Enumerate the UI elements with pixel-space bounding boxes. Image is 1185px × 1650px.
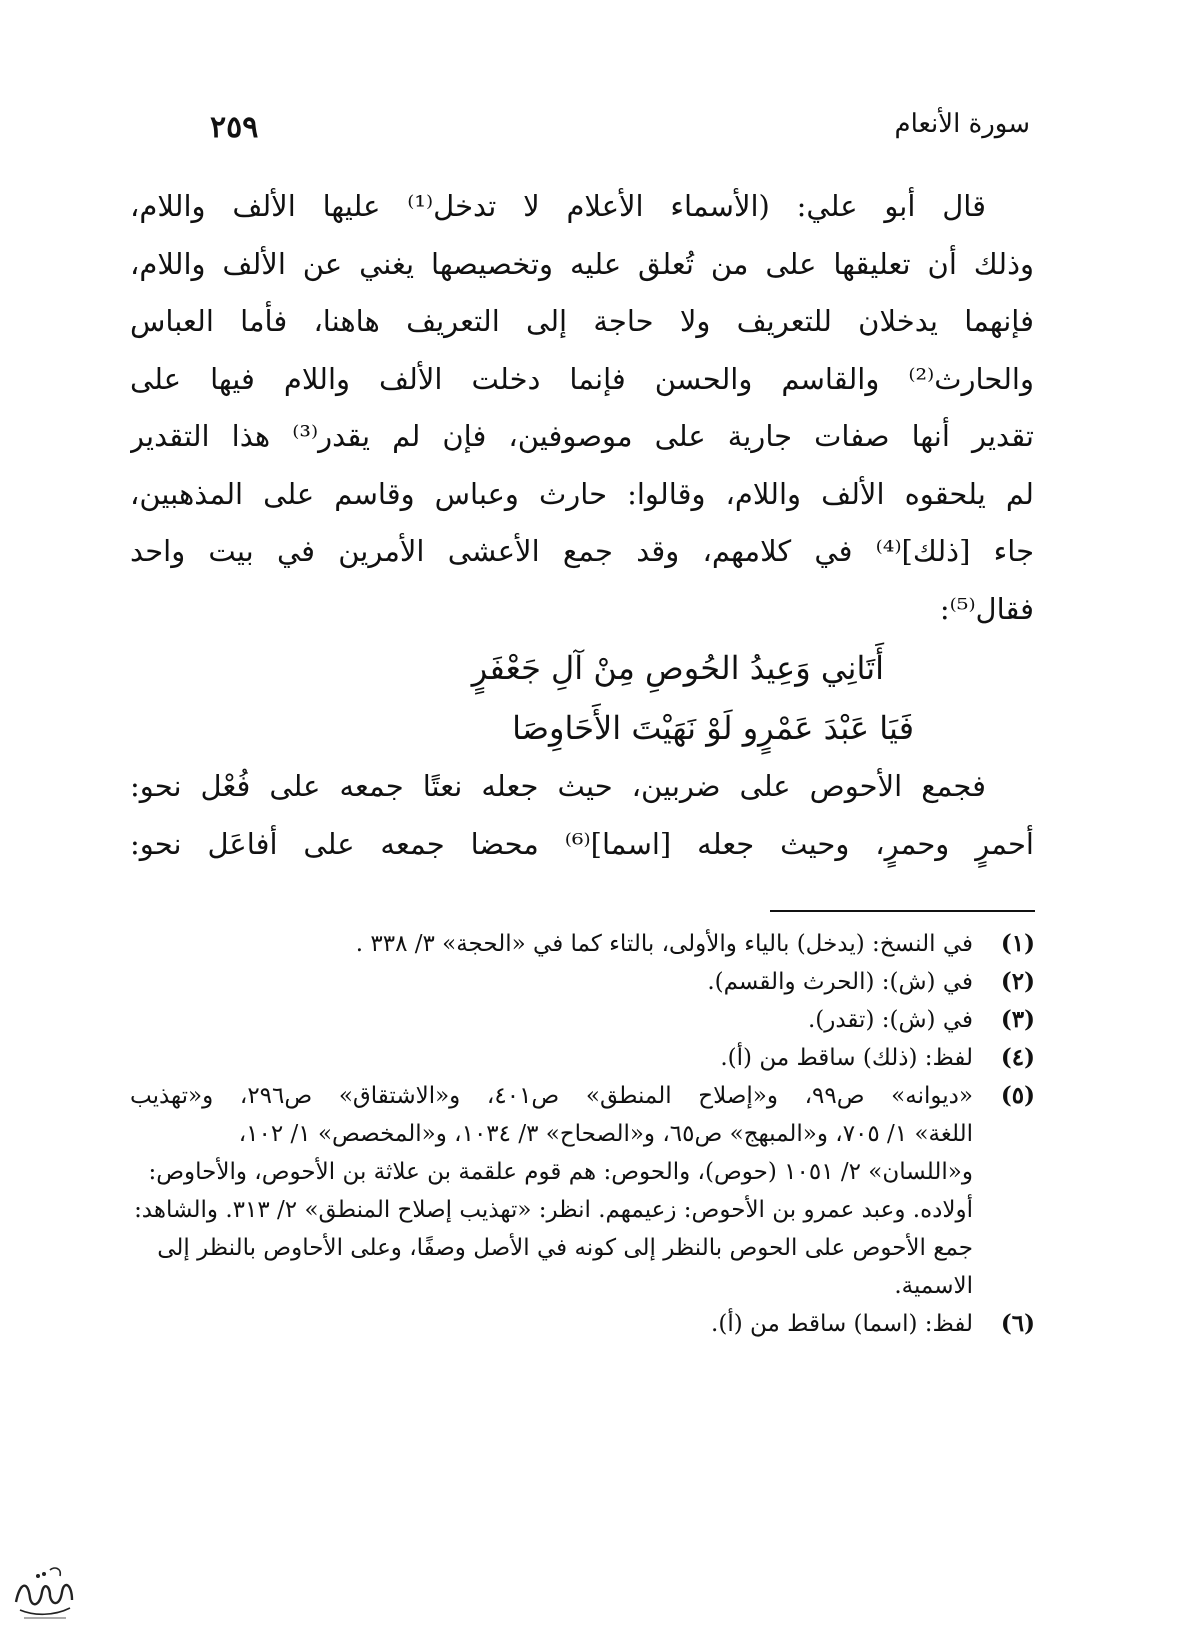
text-line: فجمع الأحوص على ضربين، حيث جعله نعتًا جمعه على فُعْل نحو: (130, 769, 986, 803)
footnote-text-line: الأحاوص بالنظر إلى الاسمية. (157, 1235, 973, 1299)
footnote-text-line: الأحوص، والأحاوص: أولاده. وعبد عمرو بن الأحوص: زعيمهم. انظر: (148, 1159, 973, 1223)
footnote-text: لفظ: (ذلك) ساقط من (أ). (720, 1045, 973, 1071)
footnote-text-line: والشاهد: جمع الأحوص على الحوص بالنظر إلى كونه في الأصل وصفًا، وعلى (134, 1197, 973, 1261)
poetry-verse (130, 638, 1034, 758)
footnote-1 (130, 925, 1035, 963)
verse-second-hemistich: فَيَا عَبْدَ عَمْرٍو لَوْ نَهَيْتَ الأَحَاوِصَا (512, 709, 914, 747)
footnote-text-line: اللغة» ١/ ٧٠٥، و«المبهج» ص٦٥، و«الصحاح» ٣/ ١٠٣٤، و«المخصص» (317, 1121, 973, 1147)
text-line: فقال⁽⁵⁾: (939, 591, 1034, 626)
text-line: أحمرٍ وحمرٍ، وحيث جعله [اسما]⁽⁶⁾ محضا جمعه على أفاعَل نحو: (130, 826, 1034, 861)
page-header (130, 104, 1030, 148)
footnotes (130, 925, 1035, 1343)
main-text (130, 178, 1034, 873)
paragraph-1 (130, 178, 1034, 638)
footnote-4 (130, 1039, 1035, 1077)
footnote-text-line: «ديوانه» ص٩٩، و«إصلاح المنطق» ص٤٠١، و«الاشتقاق» ص٢٩٦، و«تهذيب (130, 1083, 973, 1109)
page-number: ٢٥٩ (210, 110, 259, 145)
footnote-text-line: ١/ ١٠٢، و«اللسان» ٢/ ١٠٥١ (حوص)، والحوص: هم قوم علقمة بن علاثة بن (238, 1121, 973, 1185)
footnote-5 (130, 1077, 1035, 1115)
footnote-text: في (ش): (تقدر). (807, 1007, 973, 1033)
footnote-label: (٥) (1000, 1082, 1035, 1109)
text-line: لم يلحقوه الألف واللام، وقالوا: حارث وعباس وقاسم على المذهبين، (130, 476, 1034, 511)
paragraph-2 (130, 758, 1034, 873)
text-line: جاء [ذلك]⁽⁴⁾ في كلامهم، وقد جمع الأعشى الأمرين في بيت واحد (130, 534, 1034, 568)
footnote-3 (130, 1001, 1035, 1039)
text-line: وذلك أن تعليقها على من تُعلق عليه وتخصيصها يغني عن الألف واللام، (130, 246, 1034, 281)
text-line: فإنهما يدخلان للتعريف ولا حاجة إلى التعريف هاهنا، فأما العباس (130, 304, 1034, 338)
footnote-label: (٣) (1000, 1006, 1035, 1033)
footnote-label: (٤) (1000, 1044, 1035, 1071)
verse-first-hemistich: أَتَانِي وَعِيدُ الحُوصِ مِنْ آلِ جَعْفَرٍ (471, 649, 884, 687)
text-line: والحارث⁽²⁾ والقاسم والحسن فإنما دخلت الألف واللام فيها على (130, 361, 1034, 396)
surah-title: سورة الأنعام (894, 109, 1030, 139)
footnote-divider (770, 910, 1035, 912)
footnote-label: (٢) (1000, 968, 1035, 995)
footnote-5-continuation (130, 1115, 1035, 1305)
text-line: تقدير أنها صفات جارية على موصوفين، فإن لم يقدر⁽³⁾ هذا التقدير (130, 419, 1034, 453)
footnote-2 (130, 963, 1035, 1001)
footnote-text-line: «تهذيب إصلاح المنطق» ٢/ ٣١٣. (225, 1197, 532, 1223)
footnote-text: في النسخ: (يدخل) بالياء والأولى، بالتاء كما في «الحجة» ٣/ ٣٣٨ . (355, 931, 973, 957)
footnote-label: (١) (1000, 930, 1035, 957)
footnote-text: في (ش): (الحرث والقسم). (707, 969, 973, 995)
publisher-logo-icon (10, 1562, 78, 1624)
footnote-text: لفظ: (اسما) ساقط من (أ). (711, 1311, 973, 1337)
footnote-label: (٦) (1000, 1310, 1035, 1337)
text-line: قال أبو علي: (الأسماء الأعلام لا تدخل⁽¹⁾ عليها الألف واللام، (130, 189, 986, 223)
footnote-6 (130, 1305, 1035, 1343)
